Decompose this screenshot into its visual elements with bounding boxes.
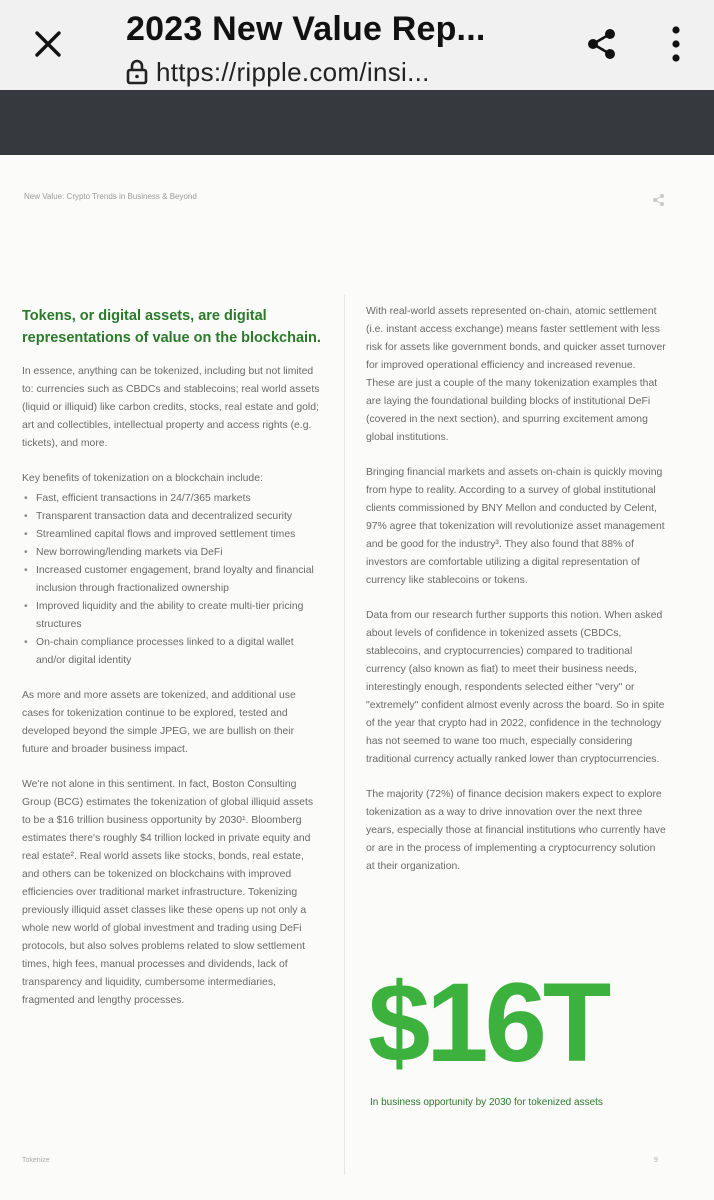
share-icon (584, 26, 620, 62)
list-item: • Fast, efficient transactions in 24/7/365 markets (22, 490, 322, 508)
more-options-button[interactable] (656, 20, 696, 68)
list-item: • Increased customer engagement, brand loyalty and financial inclusion through fractionalized ownership (22, 562, 322, 598)
url-text: https://ripple.com/insi... (156, 56, 430, 87)
paragraph: As more and more assets are tokenized, and additional use cases for tokenization continue to be explored, tested and developed beyond the simple JPEG, we are bullish on their future and broader business impact. (22, 690, 296, 755)
list-item: • New borrowing/lending markets via DeFi (22, 544, 322, 562)
close-button[interactable] (26, 22, 70, 66)
paragraph: The majority (72%) of finance decision makers expect to explore tokenization as a way to drive innovation over the next three years, especially those at financial institutions who currently have or are in the process of implementing a cryptocurrency solution at their organization. (366, 789, 666, 872)
list-item: • Improved liquidity and the ability to create multi-tier pricing structures (22, 598, 322, 634)
paragraph: Key benefits of tokenization on a blockchain include: (22, 473, 263, 484)
running-header: New Value: Crypto Trends in Business & Beyond (24, 192, 197, 201)
url-bar[interactable] (126, 56, 430, 88)
paragraph: In essence, anything can be tokenized, including but not limited to: currencies such as CBDCs and stablecoins; real world assets (liquid or illiquid) like carbon credits, stocks, real estate and gold; art and collectibles, intellectual property and access rights (e.g. tickets), and more. (22, 366, 320, 449)
more-vert-icon (670, 24, 682, 64)
big-stat-caption: In business opportunity by 2030 for tokenized assets (370, 1097, 603, 1108)
paragraph: With real-world assets represented on-chain, atomic settlement (i.e. instant access exchange) means faster settlement with less risk for assets like government bonds, and quicker asset turnover for improved operational efficiency and increased revenue. These are just a couple of the many tokenization examples that are laying the foundational building blocks of institutional DeFi (covered in the next section), and spurring excitement among global institutions. (366, 306, 666, 443)
page-share-icon (652, 193, 666, 207)
paragraph: Data from our research further supports this notion. When asked about levels of confidence in tokenized assets (CBDCs, stablecoins, and cryptocurrencies) compared to traditional currency (also known as fiat) to meet their business needs, interestingly enough, respondents selected either "very" or "extremely" confident almost evenly across the board. So in spite of the year that crypto had in 2022, confidence in the technology has not seemed to wane too much, especially considering traditional currency actually ranked lower than cryptocurrencies. (366, 610, 665, 765)
section-headline: Tokens, or digital assets, are digital representations of value on the blockchain. (22, 308, 321, 346)
list-item: • Streamlined capital flows and improved settlement times (22, 526, 322, 544)
list-item: • On-chain compliance processes linked to a digital wallet and/or digital identity (22, 634, 322, 670)
right-column (366, 303, 666, 893)
page-title: 2023 New Value Rep... (126, 10, 486, 48)
big-stat: $16T (368, 960, 608, 1085)
paragraph: We're not alone in this sentiment. In fact, Boston Consulting Group (BCG) estimates the tokenization of global illiquid assets to be a $16 trillion business opportunity by 2030¹. Bloomberg estimates there's roughly $4 trillion locked in private equity and real estate². Real world assets like stocks, bonds, real estate, and others can be tokenized on blockchains with improved efficiencies over traditional market infrastructure. Tokenizing previously illiquid asset classes like these opens up not only a whole new world of global investment and trading using DeFi protocols, but also solves problems related to slow settlement times, high fees, manual processes and dividends, lack of transparency and liquidity, cumbersome intermediaries, fragmented and lengthy processes. (22, 779, 314, 1006)
page-number: 9 (654, 1157, 658, 1164)
benefits-list (22, 490, 322, 670)
document-page[interactable] (0, 155, 714, 1200)
share-button[interactable] (580, 22, 624, 66)
viewer-toolbar-band (0, 90, 714, 155)
close-icon (33, 29, 63, 59)
browser-top-bar (0, 0, 714, 90)
paragraph: Bringing financial markets and assets on-chain is quickly moving from hype to reality. According to a survey of global institutional clients commissioned by BNY Mellon and conducted by Celent, 97% agree that tokenization will revolutionize asset management and be good for the industry³. They also found that 88% of investors are comfortable utilizing a digital representation of currency like stablecoins or tokens. (366, 467, 665, 586)
lock-icon (126, 59, 148, 85)
page-footer-label: Tokenize (22, 1157, 50, 1164)
list-item: • Transparent transaction data and decentralized security (22, 508, 322, 526)
column-divider (344, 295, 345, 1175)
left-column (22, 305, 322, 1027)
